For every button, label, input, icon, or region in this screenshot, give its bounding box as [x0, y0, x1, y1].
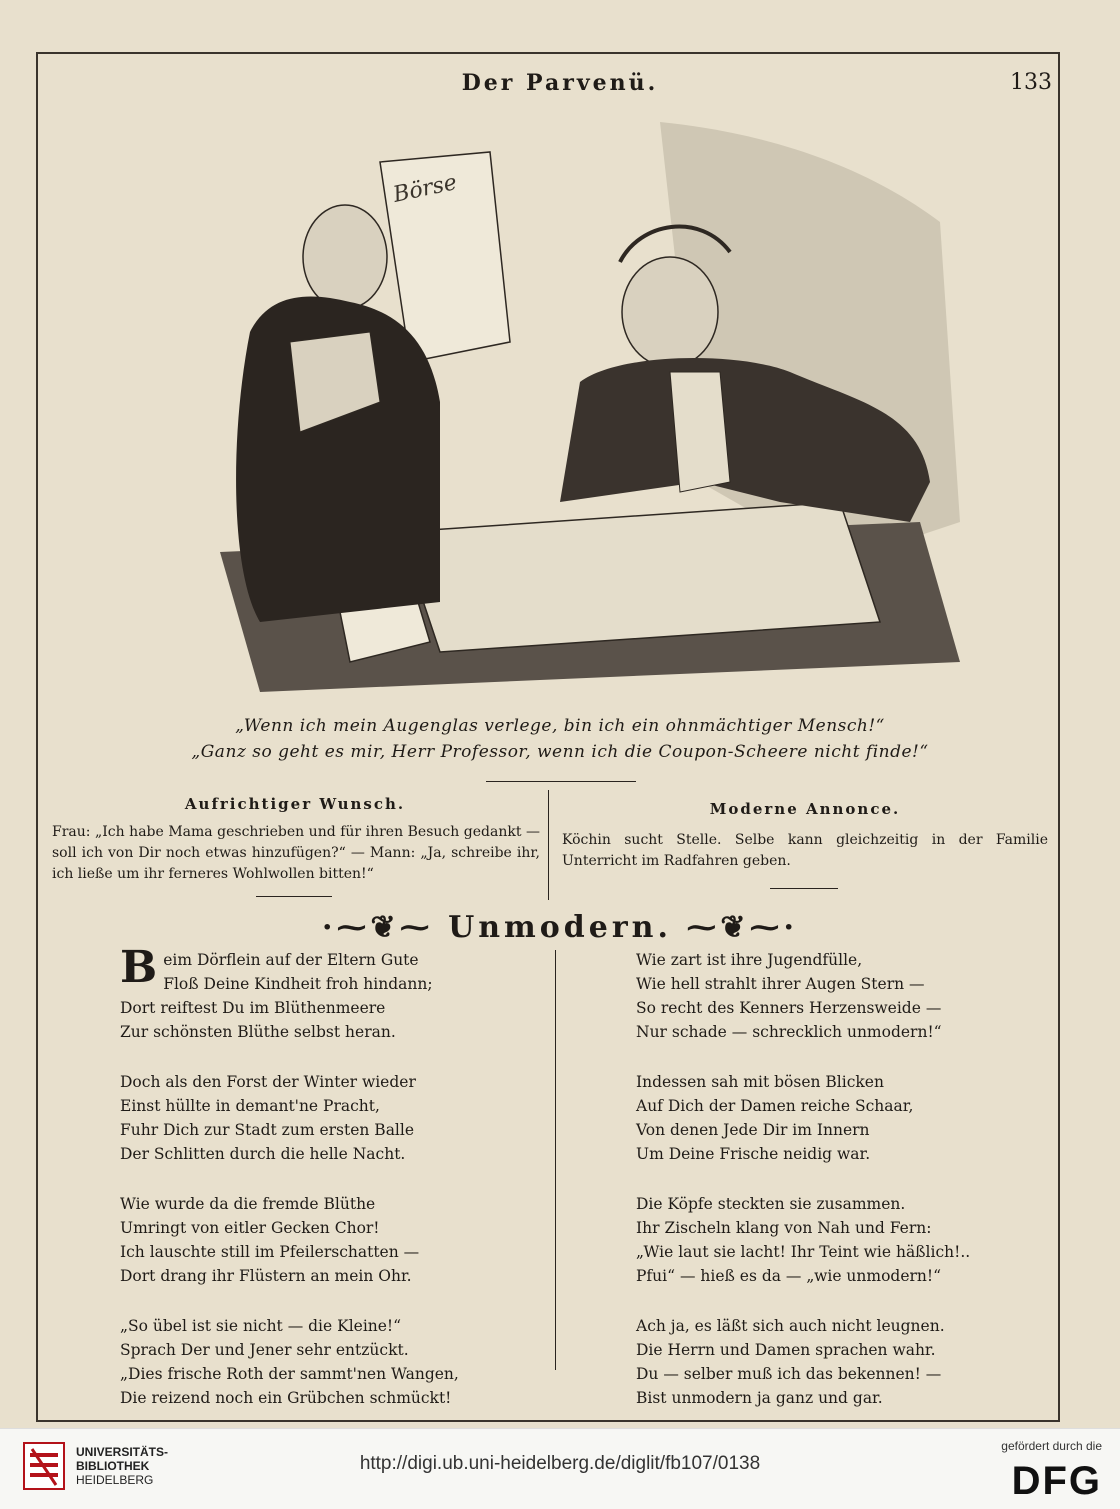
- stanza: [636, 1314, 1046, 1410]
- poem-line: Floß Deine Kindheit froh hindann;: [163, 975, 433, 993]
- poem-line: „Wie laut sie lacht! Ihr Teint wie häßlich!..: [636, 1243, 971, 1261]
- stanza: [120, 1192, 540, 1288]
- poem-line: Wie hell strahlt ihrer Augen Stern —: [636, 975, 925, 993]
- poem-line: Sprach Der und Jener sehr entzückt.: [120, 1341, 409, 1359]
- stanza: [636, 948, 1046, 1044]
- title-flourish-right-icon: ⁓❦⁓·: [671, 910, 798, 945]
- funded-by-label: gefördert durch die: [1001, 1439, 1102, 1453]
- poem-line: Auf Dich der Damen reiche Schaar,: [636, 1097, 914, 1115]
- page-number: 133: [1010, 70, 1052, 95]
- poem-line: Dort drang ihr Flüstern an mein Ohr.: [120, 1267, 412, 1285]
- stanza: [120, 1070, 540, 1166]
- poem-line: Fuhr Dich zur Stadt zum ersten Balle: [120, 1121, 415, 1139]
- stanza: [636, 1070, 1046, 1166]
- dfg-logo[interactable]: DFG: [1011, 1459, 1102, 1503]
- boerse-paper-label: Börse: [391, 170, 460, 208]
- left-column-rule: [256, 896, 332, 897]
- poem-line: So recht des Kenners Herzensweide —: [636, 999, 942, 1017]
- poem-line: Doch als den Forst der Winter wieder: [120, 1073, 416, 1091]
- poem-line: Umringt von eitler Gecken Chor!: [120, 1219, 380, 1237]
- caption-line-1: „Wenn ich mein Augenglas verlege, bin ich ein ohnmächtiger Mensch!“: [235, 716, 885, 736]
- viewer-footer: [0, 1428, 1120, 1509]
- library-name-line: HEIDELBERG: [76, 1473, 154, 1487]
- page-header-title: Der Parvenü.: [461, 70, 659, 96]
- poem-left-column: [120, 942, 540, 1436]
- poem-line: Pfui“ — hieß es da — „wie unmodern!“: [636, 1267, 942, 1285]
- poem-line: Einst hüllte in demant'ne Pracht,: [120, 1097, 380, 1115]
- poem-line: Nur schade — schrecklich unmodern!“: [636, 1023, 942, 1041]
- poem-title-text: Unmodern.: [448, 910, 672, 945]
- stanza: [120, 942, 540, 1044]
- document-url-link[interactable]: http://digi.ub.uni-heidelberg.de/diglit/fb107/0138: [359, 1453, 761, 1474]
- library-name-line: UNIVERSITÄTS-: [76, 1445, 169, 1459]
- caption-rule: [486, 781, 636, 782]
- poem-right-column: [636, 948, 1046, 1436]
- stanza: [636, 1192, 1046, 1288]
- title-flourish-left-icon: ·⁓❦⁓: [322, 910, 449, 945]
- poem-line: Ach ja, es läßt sich auch nicht leugnen.: [636, 1317, 945, 1335]
- poem-line: Die Köpfe steckten sie zusammen.: [636, 1195, 906, 1213]
- poem-line: Von denen Jede Dir im Innern: [636, 1121, 870, 1139]
- poem-line: Wie wurde da die fremde Blüthe: [120, 1195, 376, 1213]
- poem-line: Der Schlitten durch die helle Nacht.: [120, 1145, 406, 1163]
- poem-line: Indessen sah mit bösen Blicken: [636, 1073, 884, 1091]
- right-column-rule: [770, 888, 838, 889]
- poem-line: Die Herrn und Damen sprachen wahr.: [636, 1341, 936, 1359]
- poem-line: „Dies frische Roth der sammt'nen Wangen,: [120, 1365, 459, 1383]
- poem-line: Zur schönsten Blüthe selbst heran.: [120, 1023, 396, 1041]
- library-name-line: BIBLIOTHEK: [76, 1459, 150, 1473]
- right-column-text: Köchin sucht Stelle. Selbe kann gleichzeitig in der Familie Unterricht im Radfahren geben.: [562, 832, 1048, 869]
- stanza: [120, 1314, 540, 1410]
- poem-line: Dort reiftest Du im Blüthenmeere: [120, 999, 386, 1017]
- poem-line: Ich lauschte still im Pfeilerschatten —: [120, 1243, 420, 1261]
- poem-line: Wie zart ist ihre Jugendfülle,: [636, 951, 863, 969]
- poem-line: Um Deine Frische neidig war.: [636, 1145, 871, 1163]
- drop-cap: B: [120, 942, 158, 993]
- right-column-title: Moderne Annonce.: [709, 800, 901, 818]
- poem-title: [0, 910, 1120, 945]
- caption-line-2: „Ganz so geht es mir, Herr Professor, wenn ich die Coupon-Scheere nicht finde!“: [191, 742, 929, 762]
- poem-line: Die reizend noch ein Grübchen schmückt!: [120, 1389, 452, 1407]
- poem-line: „So übel ist sie nicht — die Kleine!“: [120, 1317, 402, 1335]
- poem-line: eim Dörflein auf der Eltern Gute: [163, 951, 419, 969]
- column-divider: [548, 790, 549, 900]
- left-column-text: Frau: „Ich habe Mama geschrieben und für ihren Besuch gedankt — soll ich von Dir noch etwas hinzufügen?“ — Mann: „Ja, schreibe ihr, ich ließe um ihr ferneres Wohlwollen bitten!“: [52, 824, 540, 882]
- cartoon-illustration: [140, 102, 980, 702]
- poem-line: Ihr Zischeln klang von Nah und Fern:: [636, 1219, 932, 1237]
- poem-line: Du — selber muß ich das bekennen! —: [636, 1365, 942, 1383]
- left-column-title: Aufrichtiger Wunsch.: [184, 795, 406, 813]
- poem-column-divider: [555, 950, 556, 1370]
- poem-line: Bist unmodern ja ganz und gar.: [636, 1389, 883, 1407]
